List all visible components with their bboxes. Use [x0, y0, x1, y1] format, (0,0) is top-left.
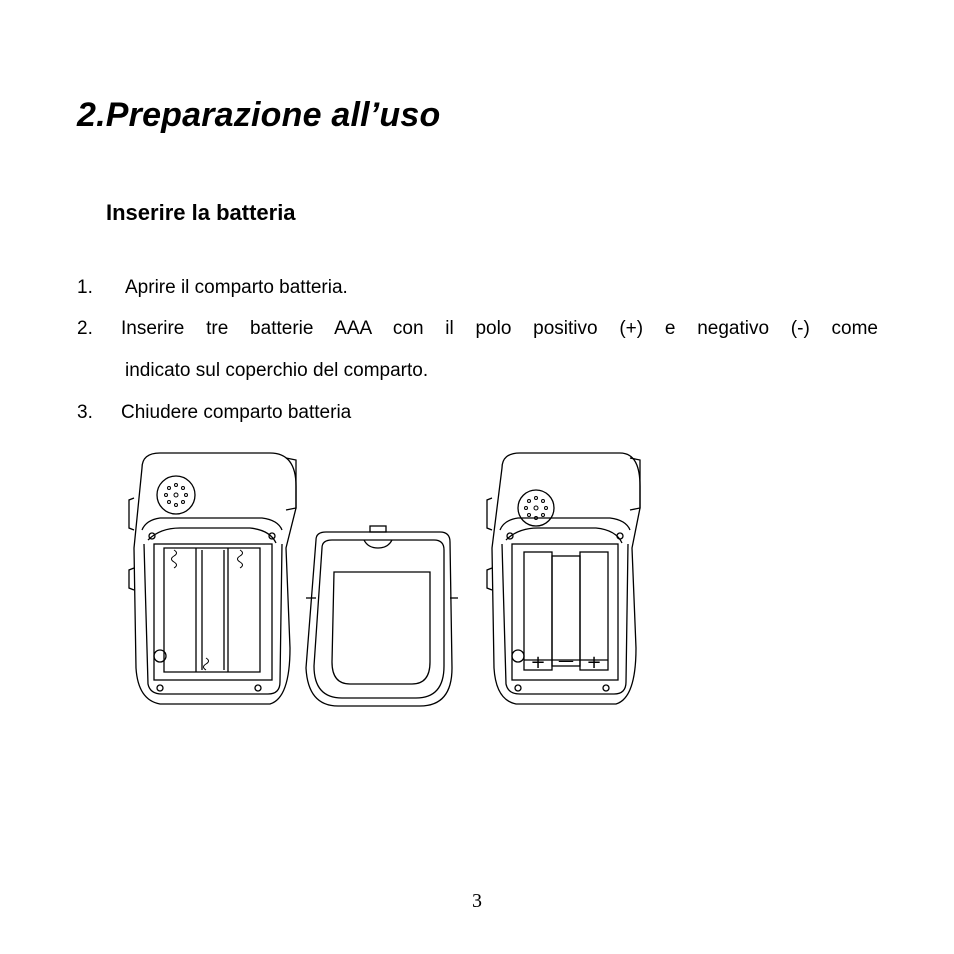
battery-mark-minus: —	[558, 651, 574, 670]
device-with-batteries	[487, 453, 640, 704]
battery-cover	[306, 526, 458, 706]
step-2	[77, 317, 878, 381]
page-number: 3	[472, 890, 482, 912]
battery-illustration	[120, 448, 660, 718]
step-text-continuation: indicato sul coperchio del comparto.	[125, 360, 429, 381]
step-number: 3.	[77, 402, 93, 423]
battery-mark-plus: +	[530, 652, 546, 673]
step-text: Aprire il comparto batteria.	[125, 277, 348, 298]
battery-mark-plus: +	[586, 652, 602, 673]
step-number: 1.	[77, 277, 93, 298]
device-open-empty	[129, 453, 296, 704]
step-number: 2.	[77, 318, 93, 339]
page-title: 2.Preparazione all’uso	[77, 96, 441, 134]
step-text: Chiudere comparto batteria	[121, 402, 352, 423]
step-text: Inserire tre batterie AAA con il polo positivo (+) e negativo (-) come	[121, 318, 878, 339]
section-title: Inserire la batteria	[106, 200, 296, 225]
